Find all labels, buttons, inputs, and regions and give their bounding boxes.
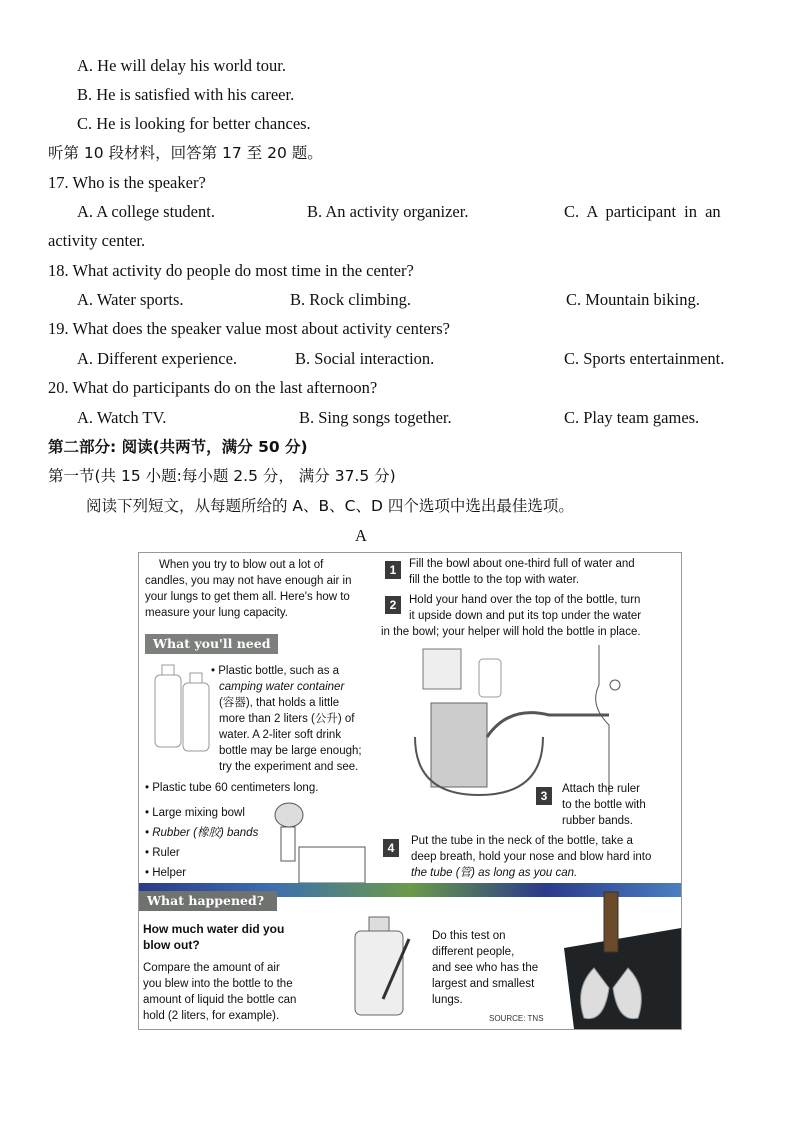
section10-instruction: 听第 10 段材料，回答第 17 至 20 题。 bbox=[48, 144, 323, 162]
q17-question: 17. Who is the speaker? bbox=[48, 173, 206, 192]
q-heading-line: How much water did you bbox=[143, 922, 285, 936]
bottles-illustration bbox=[153, 661, 213, 756]
step-text: Put the tube in the neck of the bottle, take a bbox=[411, 835, 633, 847]
compare-line: hold (2 liters, for example). bbox=[143, 1010, 280, 1022]
step-text: Hold your hand over the top of the bottle, turn bbox=[409, 594, 641, 606]
q17-option-b: B. An activity organizer. bbox=[307, 202, 469, 221]
bottle-item-line: bottle may be large enough; bbox=[219, 745, 362, 757]
step-text: Fill the bowl about one-third full of water and bbox=[409, 558, 635, 570]
step-text: rubber bands. bbox=[562, 815, 633, 827]
item-ruler: • Ruler bbox=[145, 847, 180, 859]
q17-option-c-cont: activity center. bbox=[48, 231, 146, 250]
step-text: it upside down and put its top under the water bbox=[409, 610, 642, 622]
q16-option-b: B. He is satisfied with his career. bbox=[77, 85, 295, 104]
item-rubber-bands: • Rubber (橡胶) bands bbox=[145, 827, 259, 839]
need-heading: What you'll need bbox=[145, 634, 278, 654]
q17-option-a: A. A college student. bbox=[77, 202, 215, 221]
item-helper: • Helper bbox=[145, 867, 187, 879]
reading-instruction: 阅读下列短文，从每题所给的 A、B、C、D 四个选项中选出最佳选项。 bbox=[86, 497, 574, 515]
happened-heading: What happened? bbox=[139, 891, 277, 911]
q18-option-b: B. Rock climbing. bbox=[290, 290, 411, 309]
step-text: to the bottle with bbox=[562, 799, 646, 811]
item-bowl: • Large mixing bowl bbox=[145, 807, 245, 819]
q-heading-line: blow out? bbox=[143, 938, 200, 952]
bottle-item-line: • Plastic bottle, such as a bbox=[211, 665, 340, 677]
q20-question: 20. What do participants do on the last afternoon? bbox=[48, 378, 378, 397]
step-text: in the bowl; your helper will hold the bottle in place. bbox=[381, 626, 641, 638]
step-number: 3 bbox=[536, 787, 552, 805]
result-bottle-illustration bbox=[329, 909, 429, 1027]
intro-line: measure your lung capacity. bbox=[145, 607, 288, 619]
q19-option-a: A. Different experience. bbox=[77, 349, 238, 368]
tube-item: • Plastic tube 60 centimeters long. bbox=[145, 782, 319, 794]
compare-line: Compare the amount of air bbox=[143, 962, 280, 974]
compare-line: you blew into the bottle to the bbox=[143, 978, 293, 990]
q18-option-c: C. Mountain biking. bbox=[566, 290, 700, 309]
intro-line: When you try to blow out a lot of bbox=[159, 559, 324, 571]
compare-line: amount of liquid the bottle can bbox=[143, 994, 297, 1006]
section1-heading: 第一节(共 15 小题:每小题 2.5 分， 满分 37.5 分) bbox=[48, 467, 396, 485]
step-text: fill the bottle to the top with water. bbox=[409, 574, 580, 586]
q20-option-c: C. Play team games. bbox=[564, 408, 700, 427]
part2-heading: 第二部分: 阅读(共两节，满分 50 分) bbox=[48, 438, 308, 456]
bottle-item-line: more than 2 liters (公升) of bbox=[219, 713, 355, 725]
step-text: deep breath, hold your nose and blow hard into bbox=[411, 851, 652, 863]
q18-question: 18. What activity do people do most time in the center? bbox=[48, 261, 414, 280]
bottle-item-line: (容器), that holds a little bbox=[219, 697, 340, 709]
lung-capacity-infographic bbox=[138, 552, 682, 1030]
step-number: 1 bbox=[385, 561, 401, 579]
passage-label: A bbox=[355, 526, 367, 545]
do-test-line: largest and smallest bbox=[432, 978, 535, 990]
do-test-line: different people, bbox=[432, 946, 515, 958]
do-test-line: Do this test on bbox=[432, 930, 506, 942]
step-text: Attach the ruler bbox=[562, 783, 640, 795]
helper-illustration bbox=[259, 797, 369, 883]
bottle-item-line: water. A 2-liter soft drink bbox=[219, 729, 342, 741]
step-number: 4 bbox=[383, 839, 399, 857]
intro-line: candles, you may not have enough air in bbox=[145, 575, 352, 587]
q19-option-b: B. Social interaction. bbox=[295, 349, 435, 368]
do-test-line: and see who has the bbox=[432, 962, 539, 974]
step-text: the tube (管) as long as you can. bbox=[411, 867, 578, 879]
q16-option-c: C. He is looking for better chances. bbox=[77, 114, 311, 133]
step-number: 2 bbox=[385, 596, 401, 614]
q16-option-a: A. He will delay his world tour. bbox=[77, 56, 286, 75]
lungs-illustration bbox=[554, 888, 681, 1029]
q20-option-b: B. Sing songs together. bbox=[299, 408, 452, 427]
q17-option-c: C. A participant in an bbox=[564, 202, 721, 221]
q19-question: 19. What does the speaker value most about activity centers? bbox=[48, 319, 450, 338]
intro-line: your lungs to get them all. Here's how to bbox=[145, 591, 350, 603]
bottle-item-line: camping water container bbox=[219, 681, 345, 693]
q19-option-c: C. Sports entertainment. bbox=[564, 349, 725, 368]
do-test-line: lungs. bbox=[432, 994, 463, 1006]
source-credit: SOURCE: TNS bbox=[489, 1014, 544, 1023]
q18-option-a: A. Water sports. bbox=[77, 290, 184, 309]
q20-option-a: A. Watch TV. bbox=[77, 408, 167, 427]
bottle-item-line: try the experiment and see. bbox=[219, 761, 359, 773]
